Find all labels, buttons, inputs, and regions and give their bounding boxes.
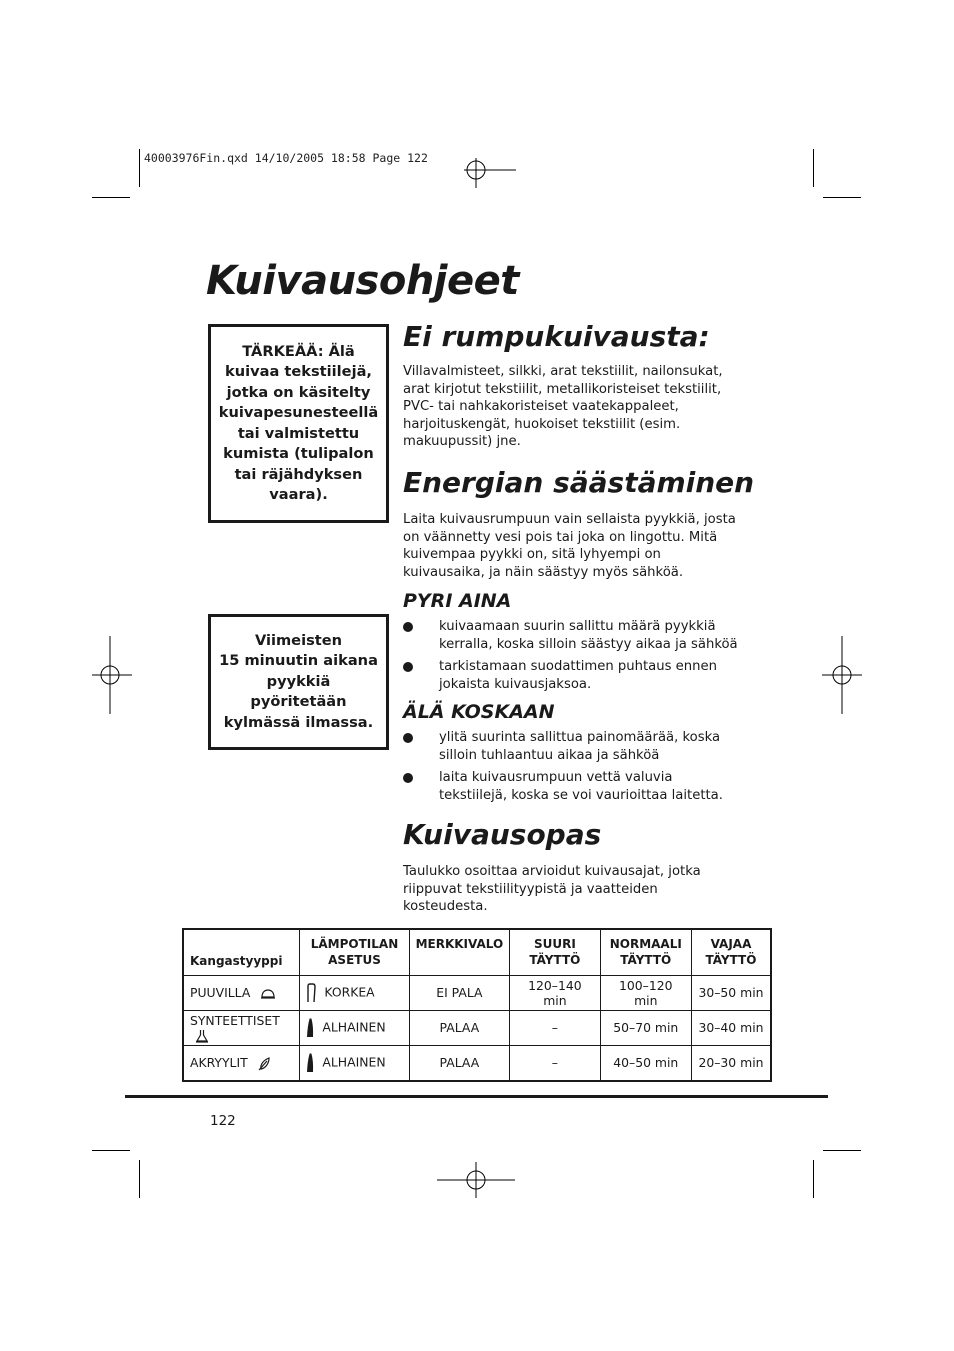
- warning-line: tai valmistettu: [237, 424, 360, 442]
- text-line: ylitä suurinta sallittua painomäärää, koska: [439, 730, 721, 745]
- indicator-cell: PALAA: [409, 1010, 510, 1045]
- energy-text: [403, 511, 748, 581]
- text-line: kuivaamaan suurin sallittu määrä pyykkiä: [439, 619, 716, 634]
- table-row: [183, 1010, 771, 1045]
- bullet-icon: [403, 733, 413, 743]
- warning-line: kuivaa tekstiilejä,: [225, 363, 372, 380]
- partial-load-cell: 30–50 min: [691, 975, 771, 1010]
- header-partial-load: VAJAA TÄYTTÖ: [691, 929, 771, 975]
- text-line: tekstiilejä, koska se voi vaurioittaa laitetta.: [439, 787, 723, 803]
- text-line: kerralla, koska silloin säästyy aikaa ja sähköä: [439, 636, 738, 652]
- text-line: silloin tuhlaantuu aikaa ja sähköä: [439, 747, 660, 763]
- cooling-line: pyykkiä: [266, 672, 331, 690]
- always-item: [403, 618, 748, 653]
- warning-line: vaara).: [269, 486, 328, 503]
- always-item: [403, 658, 748, 693]
- guide-heading: Kuivausopas: [403, 818, 602, 851]
- indicator-cell: PALAA: [409, 1045, 510, 1081]
- registration-mark-right-icon: [822, 636, 862, 714]
- low-heat-icon: [306, 1018, 314, 1038]
- text-line: kuivempaa pyykki on, sitä lyhyempi on: [403, 547, 661, 563]
- text-line: laita kuivausrumpuun vettä valuvia: [439, 770, 673, 785]
- warning-line: kumista (tulipalon: [223, 445, 374, 462]
- cooling-line: Viimeisten: [254, 631, 343, 649]
- synthetic-care-icon: [196, 1029, 208, 1043]
- never-item: [403, 729, 748, 764]
- drying-time-table: [182, 928, 772, 1082]
- page-title: Kuivausohjeet: [206, 258, 519, 304]
- text-line: makuupussit) jne.: [403, 434, 521, 450]
- temperature-cell: ALHAINEN: [300, 1010, 409, 1045]
- registration-mark-top-icon: [464, 158, 516, 188]
- never-item: [403, 769, 748, 804]
- bullet-icon: [403, 622, 413, 632]
- cooling-line: 15 minuutin aikana: [219, 652, 378, 670]
- fabric-cell: PUUVILLA: [183, 975, 300, 1010]
- low-heat-icon: [306, 1053, 314, 1073]
- text-line: kuivausaika, ja näin säästyy myös sähköä.: [403, 564, 684, 580]
- text-line: on väännetty vesi pois tai joka on lingottu. Mitä: [403, 529, 718, 545]
- header-indicator: MERKKIVALO: [409, 929, 510, 975]
- cotton-care-icon: [260, 988, 276, 1000]
- full-load-cell: –: [510, 1045, 600, 1081]
- partial-load-cell: 20–30 min: [691, 1045, 771, 1081]
- text-line: tarkistamaan suodattimen puhtaus ennen: [439, 659, 717, 674]
- fabric-cell: AKRYYLIT: [183, 1045, 300, 1081]
- cooling-note-box: [208, 614, 389, 750]
- warning-line: jotka on käsitelty: [226, 383, 371, 401]
- text-line: Villavalmisteet, silkki, arat tekstiilit, nailonsukat,: [403, 364, 723, 379]
- normal-load-cell: 50–70 min: [600, 1010, 691, 1045]
- table-row: [183, 1045, 771, 1081]
- text-line: harjoituskengät, huokoiset tekstiilit (esim.: [403, 416, 681, 432]
- temperature-cell: KORKEA: [300, 975, 409, 1010]
- full-load-cell: –: [510, 1010, 600, 1045]
- table-row: [183, 975, 771, 1010]
- header-normal-load: NORMAALI TÄYTTÖ: [600, 929, 691, 975]
- cooling-line: kylmässä ilmassa.: [223, 713, 374, 731]
- footer-rule: [125, 1095, 828, 1098]
- no-tumble-text: [403, 363, 748, 451]
- warning-box: [208, 324, 389, 523]
- partial-load-cell: 30–40 min: [691, 1010, 771, 1045]
- energy-heading: Energian säästäminen: [403, 466, 755, 499]
- text-line: jokaista kuivausjaksoa.: [439, 676, 592, 692]
- text-line: Laita kuivausrumpuun vain sellaista pyykkiä, josta: [403, 512, 736, 527]
- fabric-cell: SYNTEETTISET: [183, 1010, 300, 1045]
- normal-load-cell: 40–50 min: [600, 1045, 691, 1081]
- registration-mark-bottom-icon: [437, 1162, 515, 1198]
- high-heat-icon: [306, 983, 316, 1003]
- indicator-cell: EI PALA: [409, 975, 510, 1010]
- text-line: riippuvat tekstiilityypistä ja vaatteiden: [403, 881, 658, 897]
- header-fabric: Kangastyyppi: [183, 929, 300, 975]
- never-heading: ÄLÄ KOSKAAN: [403, 701, 555, 723]
- bullet-icon: [403, 773, 413, 783]
- header-temperature: LÄMPOTILAN ASETUS: [300, 929, 409, 975]
- always-heading: PYRI AINA: [403, 590, 512, 612]
- guide-text: [403, 863, 748, 916]
- warning-line: kuivapesunesteellä: [218, 404, 379, 421]
- full-load-cell: 120–140 min: [510, 975, 600, 1010]
- normal-load-cell: 100–120 min: [600, 975, 691, 1010]
- text-line: Taulukko osoittaa arvioidut kuivausajat, jotka: [403, 864, 701, 879]
- registration-mark-left-icon: [92, 636, 132, 714]
- temperature-cell: ALHAINEN: [300, 1045, 409, 1081]
- text-line: arat kirjotut tekstiilit, metallikoristeiset tekstiilit,: [403, 381, 722, 397]
- print-slug: 40003976Fin.qxd 14/10/2005 18:58 Page 122: [144, 151, 428, 165]
- warning-line: tai räjähdyksen: [234, 465, 363, 483]
- page-number: 122: [210, 1113, 236, 1129]
- table-header-row: [183, 929, 771, 975]
- acrylic-care-icon: [258, 1057, 271, 1071]
- no-tumble-heading: Ei rumpukuivausta:: [403, 320, 710, 353]
- warning-line: TÄRKEÄÄ: Älä: [242, 342, 355, 360]
- text-line: kosteudesta.: [403, 899, 488, 915]
- cooling-line: pyöritetään: [250, 693, 347, 711]
- header-full-load: SUURI TÄYTTÖ: [510, 929, 600, 975]
- bullet-icon: [403, 662, 413, 672]
- text-line: PVC- tai nahkakoristeiset vaatekappaleet,: [403, 399, 679, 415]
